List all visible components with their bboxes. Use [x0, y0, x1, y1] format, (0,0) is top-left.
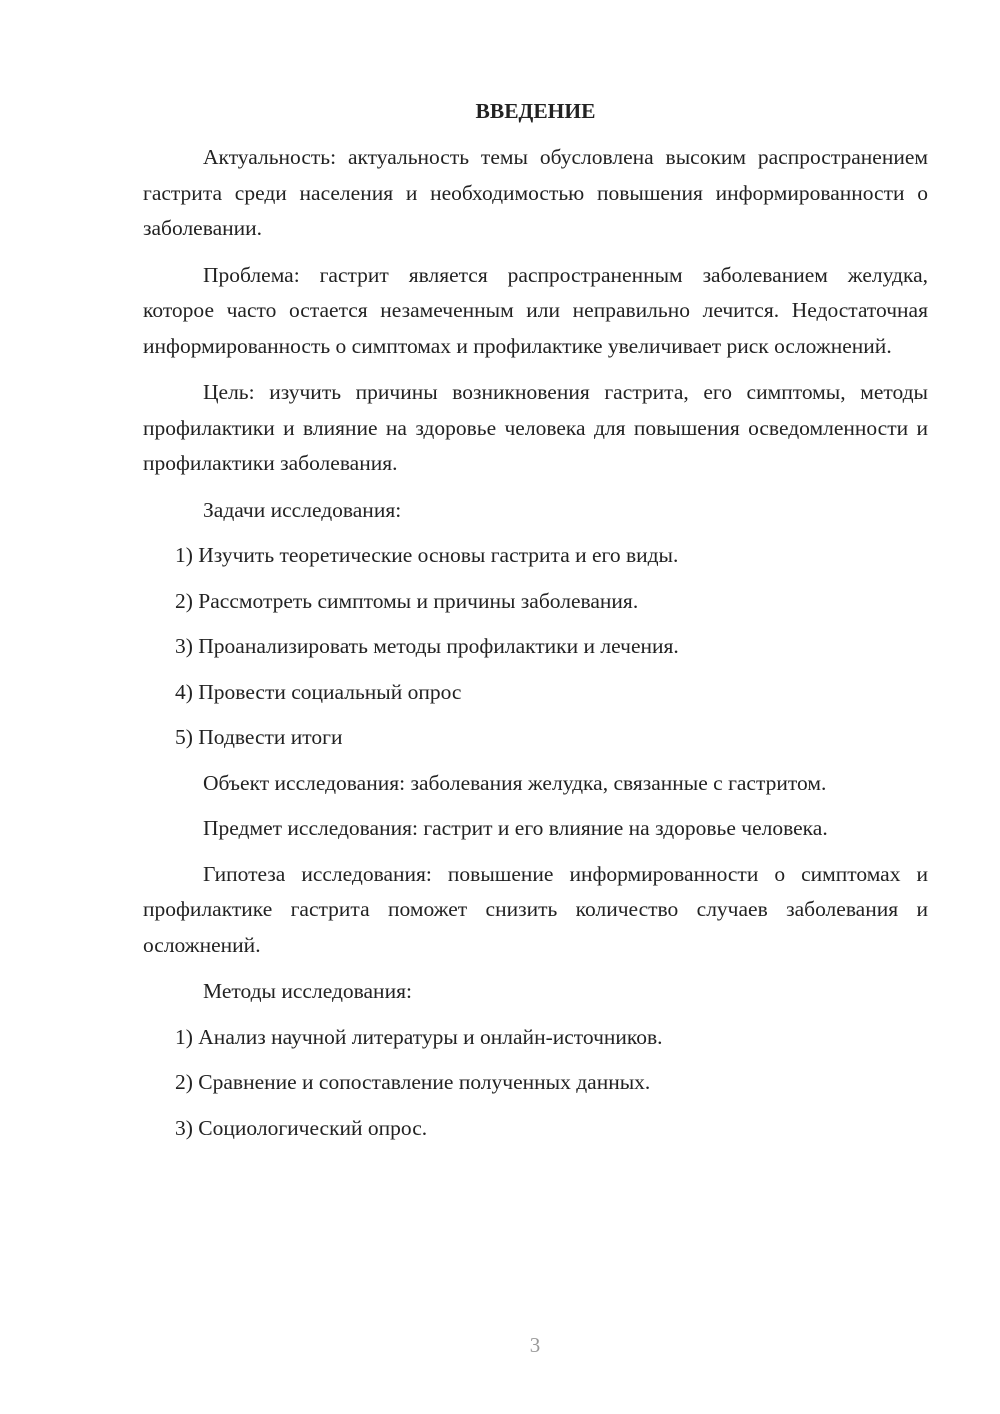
problem-paragraph: Проблема: гастрит является распространенным заболеванием желудка, которое часто остается незамеченным или неправильно лечится. Недостаточная информированность о симптомах и профилактике увеличивает риск осложнений. — [143, 262, 928, 358]
method-item-3: 3) Социологический опрос. — [175, 1115, 428, 1140]
subject-line: Предмет исследования: гастрит и его влияние на здоровье человека. — [203, 816, 828, 840]
task-item-4: 4) Провести социальный опрос — [175, 679, 462, 704]
method-item-1: 1) Анализ научной литературы и онлайн-источников. — [175, 1024, 663, 1049]
page-number: 3 — [529, 1333, 541, 1357]
page-content — [143, 96, 928, 1156]
goal-paragraph: Цель: изучить причины возникновения гастрита, его симптомы, методы профилактики и влияние на здоровье человека для повышения осведомленности и профилактики заболевания. — [143, 380, 928, 475]
methods-heading: Методы исследования: — [203, 979, 412, 1003]
hypothesis-paragraph: Гипотеза исследования: повышение информированности о симптомах и профилактике гастрита поможет снизить количество случаев заболевания и осложнений. — [143, 861, 928, 957]
object-line: Объект исследования: заболевания желудка, связанные с гастритом. — [203, 770, 827, 795]
task-item-1: 1) Изучить теоретические основы гастрита и его виды. — [175, 543, 679, 567]
task-item-2: 2) Рассмотреть симптомы и причины заболевания. — [175, 588, 639, 613]
task-item-3: 3) Проанализировать методы профилактики и лечения. — [175, 634, 679, 658]
method-item-2: 2) Сравнение и сопоставление полученных данных. — [175, 1070, 651, 1094]
task-item-5: 5) Подвести итоги — [175, 725, 343, 749]
section-title: ВВЕДЕНИЕ — [475, 99, 596, 123]
tasks-heading: Задачи исследования: — [203, 497, 402, 522]
relevance-paragraph: Актуальность: актуальность темы обусловлена высоким распространением гастрита среди населения и необходимостью повышения информированности о заболевании. — [143, 145, 928, 240]
